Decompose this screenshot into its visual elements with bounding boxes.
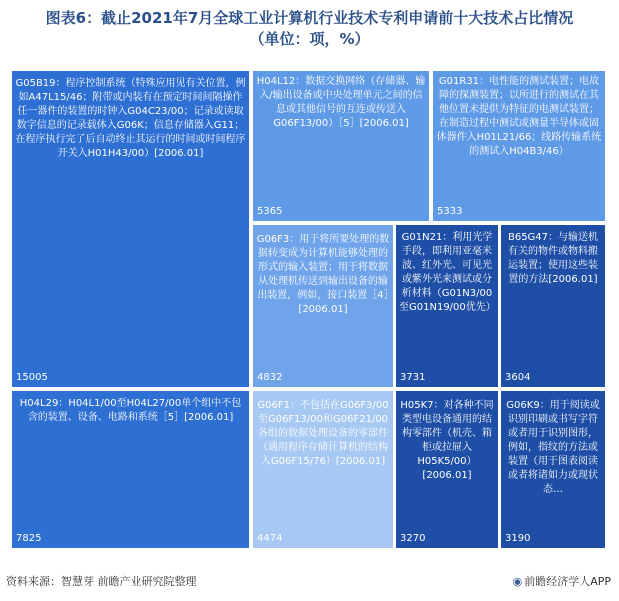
treemap-tile-value: 3731 [400,372,426,383]
treemap-tile-label: H04L29：H04L1/00至H04L27/00单个组中不包含的装置、设备、电路和系统［5］[2006.01] [19,398,242,423]
chart-title: 图表6：截止2021年7月全球工业计算机行业技术专利申请前十大技术占比情况 [45,9,574,27]
treemap-tile-value: 5365 [257,206,283,217]
treemap-tile-label: B65G47：与输送机有关的物件或物料搬运装置；使用这些装置的方法[2006.01] [507,232,599,285]
treemap-tile-value: 4832 [257,372,283,383]
chart-subtitle: （单位：项，%） [249,30,370,48]
treemap-tile-g06k9 [501,391,605,548]
treemap-tile-h05k7 [396,391,498,548]
treemap-tile-value: 5333 [437,206,463,217]
treemap-tile-g06f1 [253,391,393,548]
brand-name: 前瞻经济学人APP [524,575,611,588]
treemap-tile-value: 3604 [505,372,531,383]
treemap-tile-label: H05K7：对各种不同类型电设备通用的结构零部件（机壳、箱柜或拉屉入H05K5/00）[2006.01] [400,400,494,481]
qianzhan-logo-icon: ◉ [512,575,523,588]
brand-footer [513,574,611,590]
treemap-tile-value: 4474 [257,533,283,544]
treemap-tile-label: G05B19：程序控制系统（特殊应用见有关位置，例如A47L15/46；附带或内装有在预定时间间隔操作任一器件的装置的时钟入G04C23/00；记录或读取数字信息的记录载体入G06K；信息存储器入G11；在程序执行完了后自动终止其运行的时间或时间程序开关入H01H43/00）[2006.01] [15,78,246,159]
treemap-tile-b65g47 [501,225,605,387]
treemap-tile-g06f3 [253,225,393,387]
treemap-tile-label: G01R31：电性能的测试装置；电故障的探测装置；以所进行的测试在其他位置未提供为特征的电测试装置；在制造过程中测试或测量半导体或固体器件入H01L21/66；线路传输系统的测试入H04B3/46） [436,76,602,157]
treemap-tile-label: H04L12：数据交换网络（存储器、输入/输出设备或中央处理单元之间的信息或其他信号的互连或传送入G06F13/00）［5］[2006.01] [256,76,426,129]
treemap-tile-g01n21 [396,225,498,387]
treemap-tile-value: 3190 [505,533,531,544]
treemap-tile-g01r31 [433,71,605,221]
treemap-tile-label: G01N21：利用光学手段，即利用亚毫米波、红外光、可见光或紫外光来测试或分析材料（G01N3/00至G01N19/00优先） [399,232,496,313]
treemap-tile-g05b19 [12,71,249,387]
treemap-tile-value: 3270 [400,533,426,544]
treemap-tile-label: G06F3：用于将所要处理的数据转变成为计算机能够处理的形式的输入装置；用于将数据从处理机传送到输出设备的输出装置，例如，接口装置［4］[2006.01] [256,234,390,315]
treemap-tile-value: 15005 [16,372,48,383]
treemap-tile-h04l12 [253,71,429,221]
treemap-tile-value: 7825 [16,533,42,544]
treemap-tile-label: G06K9：用于阅读或识别印刷或书写字符或者用于识别图形，例如，指纹的方法或装置（用于图表阅读或者将诸如力或现状态… [506,400,600,495]
treemap-tile-label: G06F1：不包括在G06F3/00至G06F13/00和G06F21/00各组的数据处理设备的零部件（通用程序存储计算机的结构入G06F15/76）[2006.01] [257,400,389,467]
source-note: 资料来源：智慧芽 前瞻产业研究院整理 [6,575,197,588]
treemap-tile-h04l29 [12,391,249,548]
